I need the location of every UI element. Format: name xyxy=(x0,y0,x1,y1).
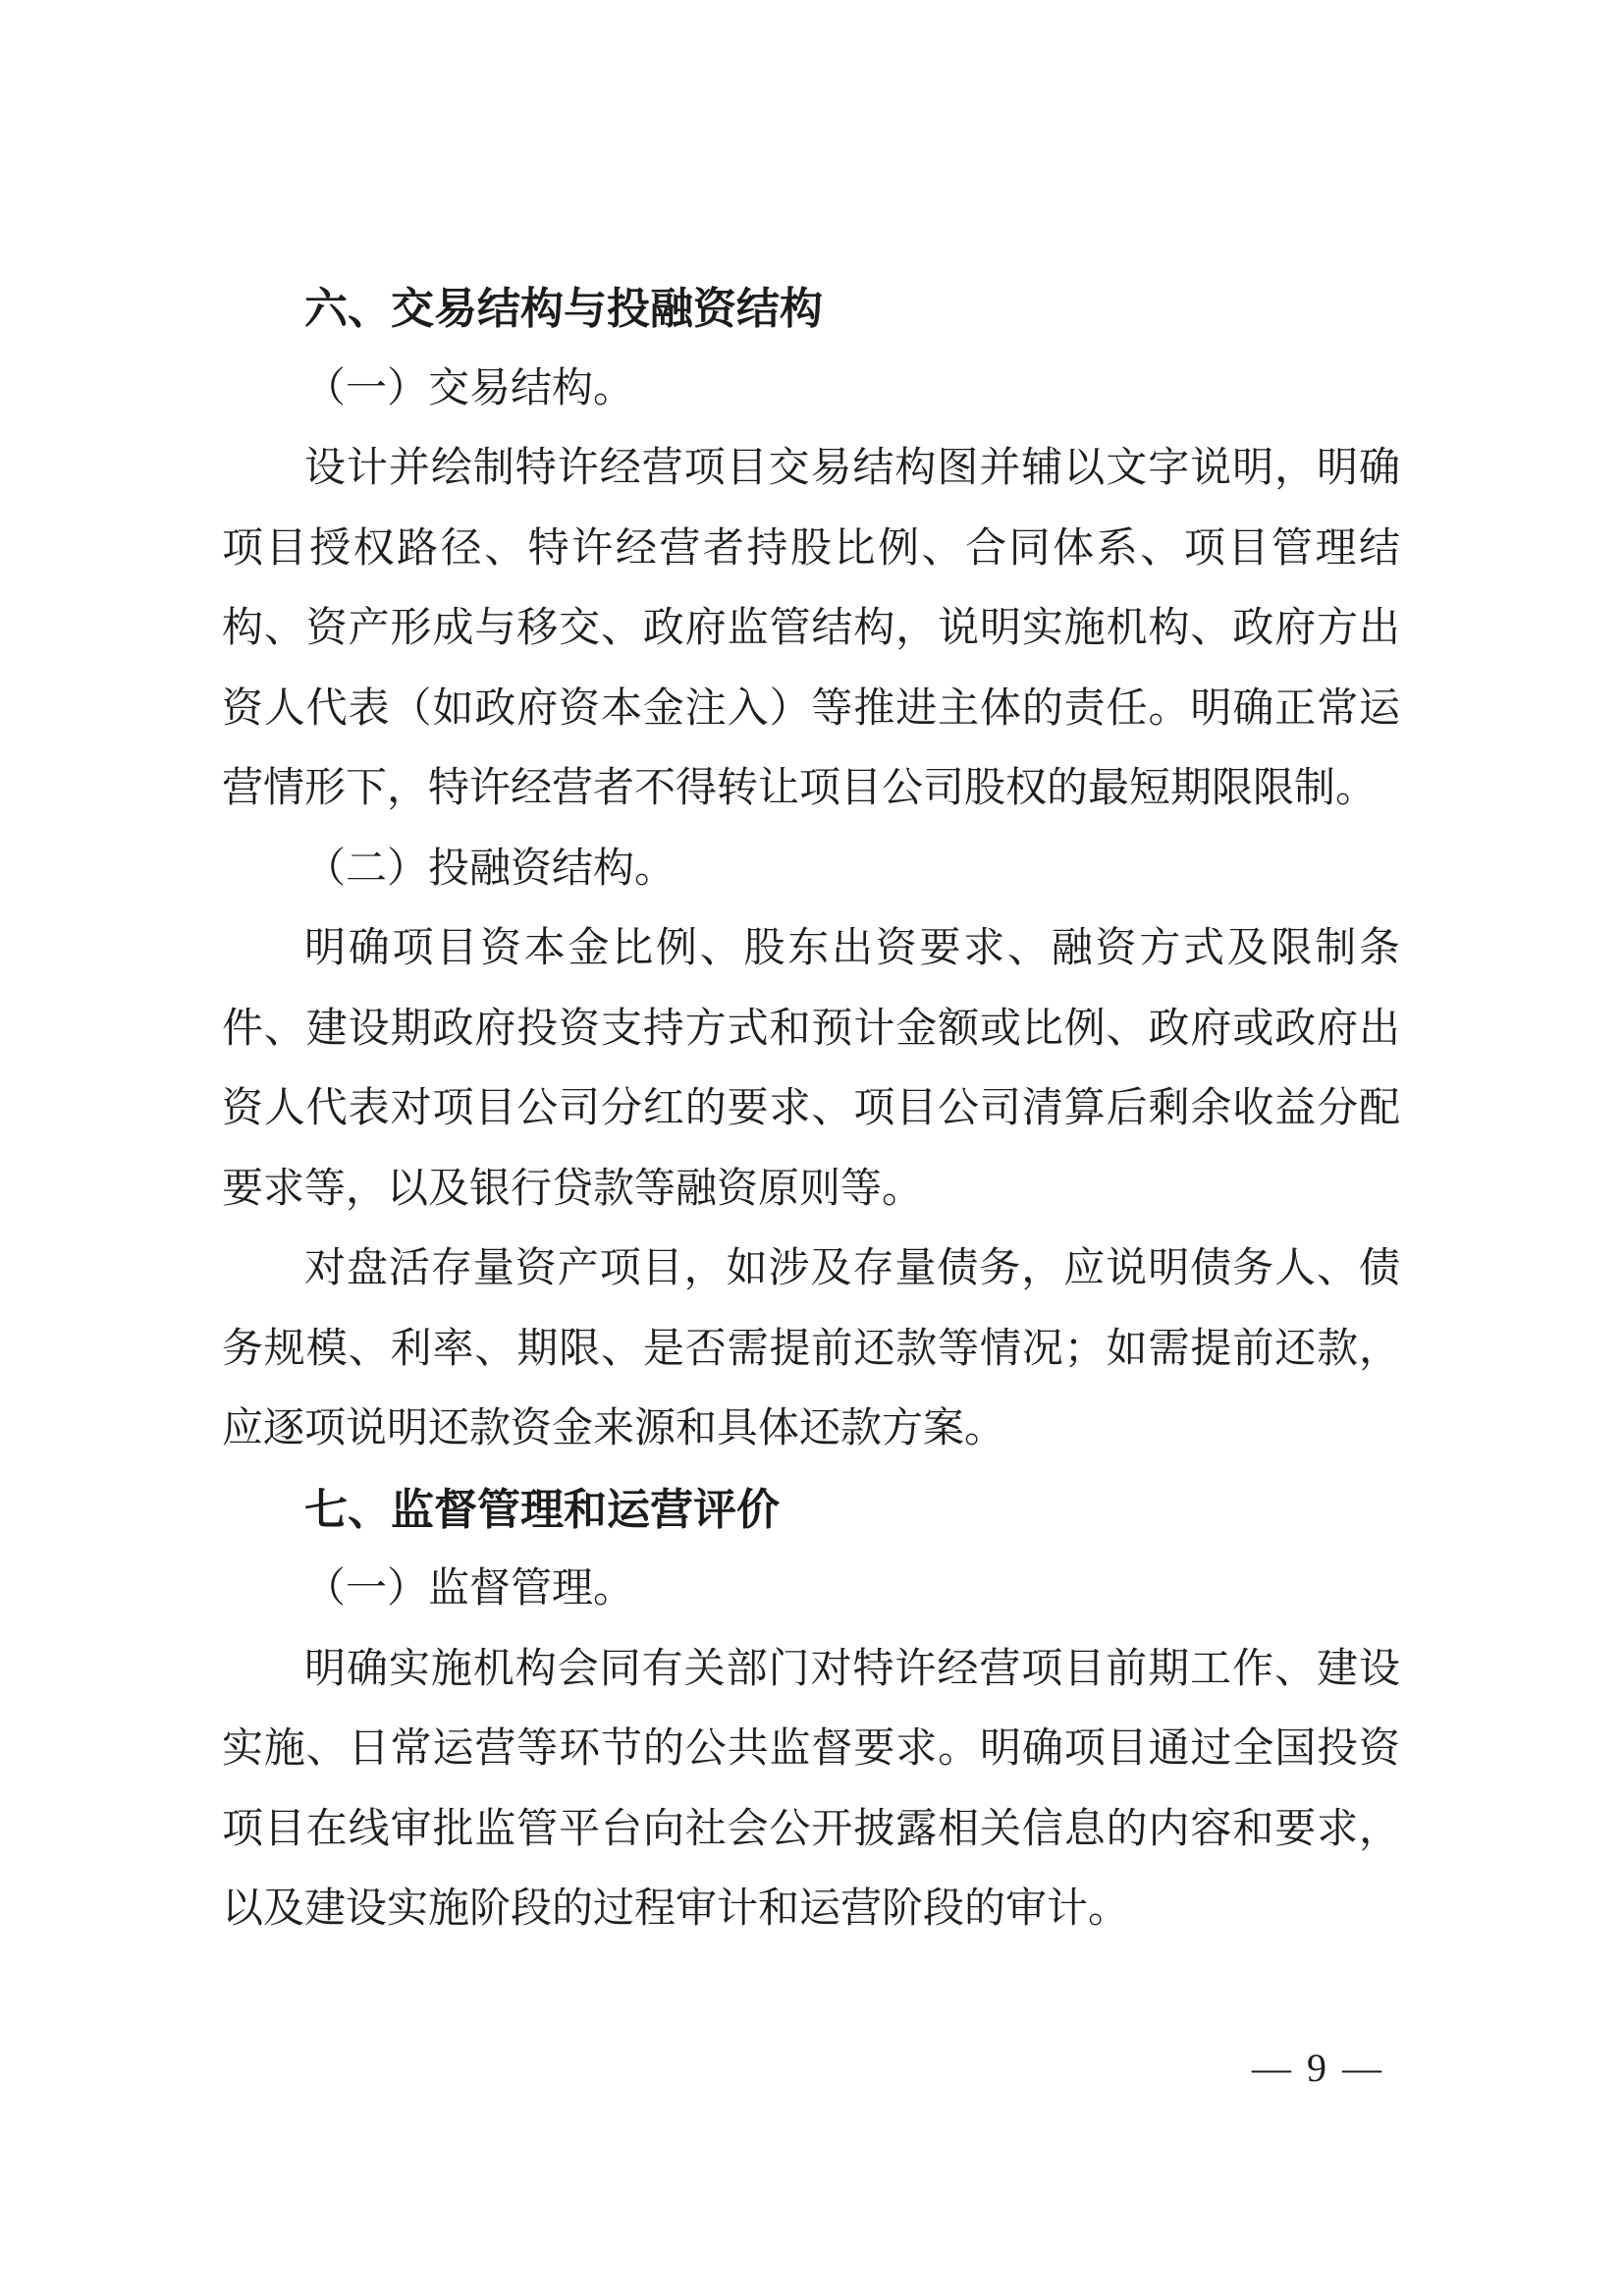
paragraph-line: 明确实施机构会同有关部门对特许经营项目前期工作、建设 xyxy=(304,1646,1400,1692)
paragraph-line: 设计并绘制特许经营项目交易结构图并辅以文字说明，明确 xyxy=(304,446,1400,491)
paragraph-line: 对盘活存量资产项目，如涉及存量债务，应说明债务人、债 xyxy=(304,1246,1400,1291)
paragraph-line: 营情形下，特许经营者不得转让项目公司股权的最短期限限制。 xyxy=(222,766,1378,811)
document-text xyxy=(222,269,1400,1950)
paragraph-line: 应逐项说明还款资金来源和具体还款方案。 xyxy=(222,1406,1006,1451)
subsection-heading-6-1: （一）交易结构。 xyxy=(304,365,635,411)
paragraph-line: 资人代表（如政府资本金注入）等推进主体的责任。明确正常运 xyxy=(222,685,1400,732)
paragraph-line: 实施、日常运营等环节的公共监督要求。明确项目通过全国投资 xyxy=(222,1726,1400,1772)
subsection-heading-6-2: （二）投融资结构。 xyxy=(304,846,676,892)
section-heading-7: 七、监督管理和运营评价 xyxy=(304,1485,780,1534)
section-heading-6: 六、交易结构与投融资结构 xyxy=(304,285,823,333)
paragraph-line: 要求等，以及银行贷款等融资原则等。 xyxy=(222,1166,924,1212)
subsection-heading-7-1: （一）监督管理。 xyxy=(304,1566,635,1612)
paragraph-line: 以及建设实施阶段的过程审计和运营阶段的审计。 xyxy=(222,1886,1130,1932)
paragraph-line: 件、建设期政府投资支持方式和预计金额或比例、政府或政府出 xyxy=(222,1006,1400,1052)
paragraph-line: 构、资产形成与移交、政府监管结构，说明实施机构、政府方出 xyxy=(222,606,1400,651)
paragraph-line: 资人代表对项目公司分红的要求、项目公司清算后剩余收益分配 xyxy=(222,1086,1400,1131)
paragraph-line: 务规模、利率、期限、是否需提前还款等情况；如需提前还款， xyxy=(222,1326,1400,1372)
paragraph-line: 项目授权路径、特许经营者持股比例、合同体系、项目管理结 xyxy=(222,525,1400,572)
page-number: — 9 — xyxy=(1252,2046,1384,2090)
paragraph-line: 明确项目资本金比例、股东出资要求、融资方式及限制条 xyxy=(304,926,1400,971)
paragraph-line: 项目在线审批监管平台向社会公开披露相关信息的内容和要求， xyxy=(222,1806,1400,1852)
